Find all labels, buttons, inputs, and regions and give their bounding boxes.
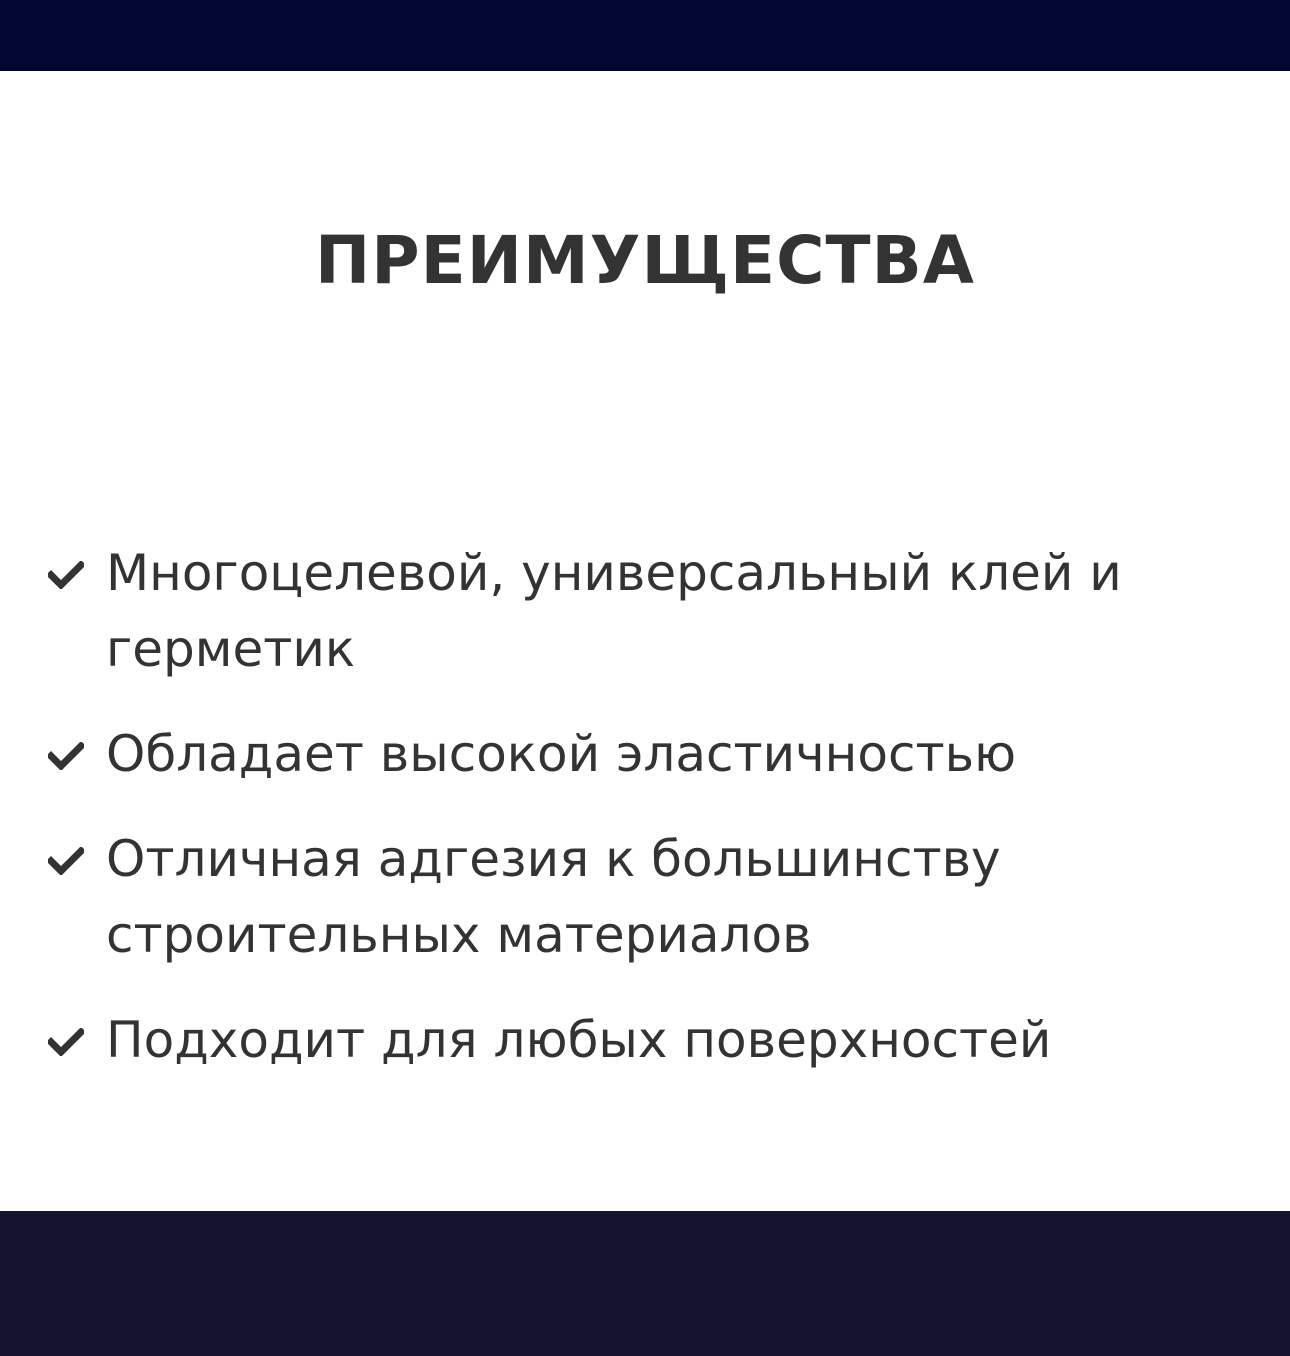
benefits-list bbox=[44, 535, 1244, 1078]
check-icon bbox=[48, 742, 84, 770]
benefit-item bbox=[44, 821, 1244, 973]
benefit-item bbox=[44, 1002, 1244, 1078]
bottom-bar bbox=[0, 1211, 1290, 1356]
benefit-item bbox=[44, 716, 1244, 792]
benefit-item bbox=[44, 535, 1244, 687]
check-icon bbox=[48, 847, 84, 875]
benefits-section bbox=[0, 71, 1290, 1211]
section-title: ПРЕИМУЩЕСТВА bbox=[315, 222, 975, 299]
benefit-text: Отличная адгезия к большинству строительных материалов bbox=[106, 830, 1001, 964]
benefit-text: Обладает высокой эластичностью bbox=[106, 725, 1017, 783]
benefit-text: Многоцелевой, универсальный клей и герметик bbox=[106, 544, 1122, 678]
check-icon bbox=[48, 1028, 84, 1056]
benefit-text: Подходит для любых поверхностей bbox=[106, 1011, 1052, 1069]
top-nav-bar bbox=[0, 0, 1290, 71]
check-icon bbox=[48, 561, 84, 589]
